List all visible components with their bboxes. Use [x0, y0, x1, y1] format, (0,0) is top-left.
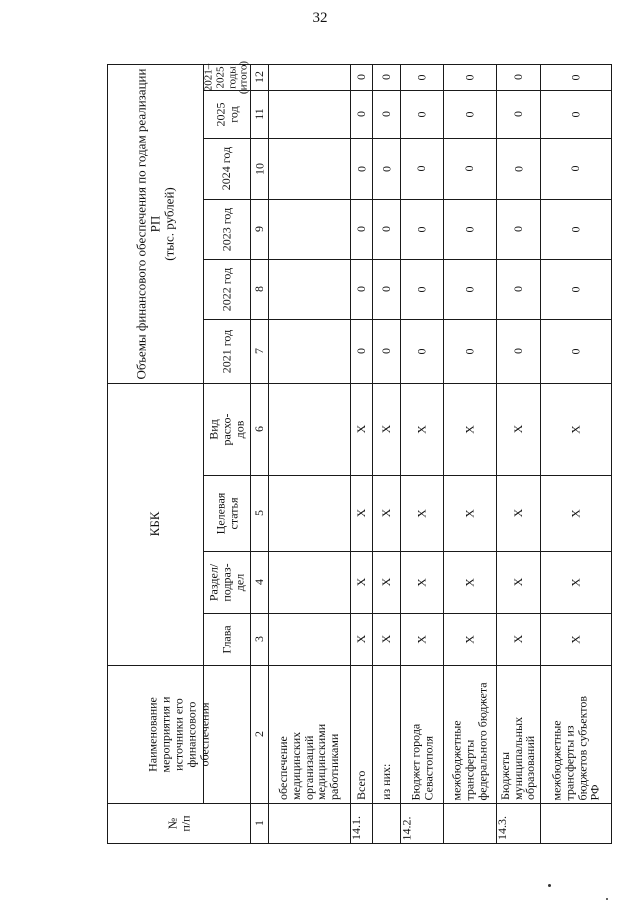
row-5-razdel	[496, 551, 540, 613]
row-6-vid-text: Х	[568, 424, 583, 434]
page-number: 32	[312, 10, 328, 26]
row-6-celevaya	[540, 475, 611, 551]
row-2-vid-text: Х	[378, 424, 393, 434]
row-6-vid	[540, 383, 611, 475]
row-1-value-4	[350, 138, 372, 199]
row-1-glava	[350, 613, 372, 665]
row-1-value-6	[350, 64, 372, 90]
column-number-10-text: 10	[251, 162, 266, 175]
row-3-value-2	[400, 259, 443, 319]
column-number-3	[250, 613, 268, 665]
header-vid	[203, 383, 250, 475]
row-6-value-1-text: 0	[568, 348, 583, 354]
header-2024	[203, 138, 250, 199]
row-1-razdel	[350, 551, 372, 613]
header-2022	[203, 259, 250, 319]
header-vid-text: Вид расхо- дов	[206, 412, 246, 446]
row-5-value-4	[496, 138, 540, 199]
row-0-name-text: обеспечение медицинских организаций медицинскими работниками	[275, 723, 342, 800]
row-0-value-4	[268, 138, 350, 199]
row-0-razdel	[268, 551, 350, 613]
row-5-value-3-text: 0	[510, 226, 525, 232]
row-4-vid	[443, 383, 496, 475]
row-1-value-5	[350, 90, 372, 138]
row-2-name-text: из них:	[378, 763, 393, 800]
row-6-celevaya-text: Х	[568, 508, 583, 518]
row-4-value-2-text: 0	[462, 286, 477, 292]
row-5-value-5-text: 0	[510, 111, 525, 117]
row-2-value-3-text: 0	[378, 226, 393, 232]
row-3-name-text: Бюджет города Севастополя	[407, 723, 435, 800]
row-5-value-6-text: 0	[510, 74, 525, 80]
row-5-glava	[496, 613, 540, 665]
row-1-value-1	[350, 319, 372, 383]
row-4-value-5	[443, 90, 496, 138]
column-number-3-text: 3	[251, 636, 266, 642]
row-3-glava	[400, 613, 443, 665]
row-5-value-3	[496, 199, 540, 259]
header-2021	[203, 319, 250, 383]
row-2-glava	[372, 613, 400, 665]
scan-speck	[548, 884, 551, 887]
row-4-value-1	[443, 319, 496, 383]
row-1-glava-text: Х	[353, 634, 368, 644]
header-2023-text: 2023 год	[219, 207, 234, 251]
row-1-num-text: 14.1.	[349, 816, 363, 840]
row-6-name	[540, 665, 611, 803]
row-6-value-6	[540, 64, 611, 90]
column-number-6-text: 6	[251, 426, 266, 432]
row-4-razdel-text: Х	[462, 577, 477, 587]
column-number-11	[250, 90, 268, 138]
row-3-value-1	[400, 319, 443, 383]
header-kbk	[107, 383, 203, 665]
scan-speck	[606, 898, 608, 900]
header-total-text: 2021– 2025 годы (итого)	[201, 60, 250, 94]
row-5-glava-text: Х	[510, 634, 525, 644]
row-3-num	[400, 803, 443, 843]
row-1-celevaya	[350, 475, 372, 551]
row-1-value-3	[350, 199, 372, 259]
row-4-value-2	[443, 259, 496, 319]
row-1-name-text: Всего	[353, 770, 368, 800]
column-number-4	[250, 551, 268, 613]
row-0-celevaya	[268, 475, 350, 551]
row-2-value-5-text: 0	[378, 111, 393, 117]
row-2-value-6	[372, 64, 400, 90]
header-razdel	[203, 551, 250, 613]
row-0-num	[268, 803, 350, 843]
row-0-value-1	[268, 319, 350, 383]
row-4-value-4	[443, 138, 496, 199]
row-4-value-3-text: 0	[462, 226, 477, 232]
row-4-celevaya-text: Х	[462, 508, 477, 518]
row-2-value-4-text: 0	[378, 165, 393, 172]
row-2-value-3	[372, 199, 400, 259]
row-1-value-1-text: 0	[353, 348, 368, 354]
row-0-value-6	[268, 64, 350, 90]
row-0-value-2	[268, 259, 350, 319]
row-2-value-4	[372, 138, 400, 199]
row-6-glava	[540, 613, 611, 665]
row-5-vid-text: Х	[510, 424, 525, 434]
row-6-value-2-text: 0	[568, 286, 583, 292]
row-0-name	[268, 665, 350, 803]
row-5-value-4-text: 0	[510, 165, 525, 172]
row-1-vid-text: Х	[353, 424, 368, 434]
row-5-value-2	[496, 259, 540, 319]
column-number-8-text: 8	[251, 286, 266, 292]
header-2022-text: 2022 год	[219, 267, 234, 311]
column-number-4-text: 4	[251, 579, 266, 585]
row-6-name-text: межбюджетные трансферты из бюджетов субъектов РФ	[548, 695, 602, 800]
row-2-value-6-text: 0	[378, 74, 393, 80]
row-3-name	[400, 665, 443, 803]
row-1-value-6-text: 0	[353, 74, 368, 80]
row-4-value-1-text: 0	[462, 348, 477, 354]
row-4-value-6	[443, 64, 496, 90]
row-2-value-5	[372, 90, 400, 138]
row-3-num-text: 14.2.	[399, 816, 413, 840]
row-4-vid-text: Х	[462, 424, 477, 434]
row-4-celevaya	[443, 475, 496, 551]
column-number-12-text: 12	[251, 71, 266, 83]
header-num-text: № п/п	[164, 814, 192, 832]
row-6-value-5	[540, 90, 611, 138]
row-2-razdel-text: Х	[378, 577, 393, 587]
row-3-razdel-text: Х	[414, 577, 429, 587]
row-1-value-4-text: 0	[353, 165, 368, 172]
row-0-value-3	[268, 199, 350, 259]
row-4-name	[443, 665, 496, 803]
row-1-razdel-text: Х	[353, 577, 368, 587]
row-3-vid-text: Х	[414, 424, 429, 434]
column-number-8	[250, 259, 268, 319]
row-1-vid	[350, 383, 372, 475]
row-4-glava-text: Х	[462, 634, 477, 644]
row-3-value-3-text: 0	[414, 226, 429, 232]
row-3-razdel	[400, 551, 443, 613]
row-5-name	[496, 665, 540, 803]
row-3-celevaya	[400, 475, 443, 551]
row-2-value-1-text: 0	[378, 348, 393, 354]
header-2023	[203, 199, 250, 259]
column-number-2-text: 2	[251, 731, 266, 737]
row-3-value-4-text: 0	[414, 165, 429, 172]
row-3-celevaya-text: Х	[414, 508, 429, 518]
row-3-value-6-text: 0	[414, 74, 429, 80]
row-2-razdel	[372, 551, 400, 613]
column-number-5	[250, 475, 268, 551]
row-5-num-text: 14.3.	[495, 816, 509, 840]
header-name-text: Наименование мероприятия и источники его финансового обеспечения	[145, 696, 211, 772]
header-kbk-text: КБК	[146, 511, 162, 537]
header-name	[107, 665, 250, 803]
column-number-9	[250, 199, 268, 259]
column-number-1-text: 1	[251, 820, 266, 826]
row-2-vid	[372, 383, 400, 475]
row-1-value-2	[350, 259, 372, 319]
row-5-value-5	[496, 90, 540, 138]
header-glava	[203, 613, 250, 665]
row-3-value-5	[400, 90, 443, 138]
row-3-vid	[400, 383, 443, 475]
row-6-glava-text: Х	[568, 634, 583, 644]
column-number-10	[250, 138, 268, 199]
column-number-11-text: 11	[251, 108, 266, 120]
row-5-num	[496, 803, 540, 843]
row-6-value-1	[540, 319, 611, 383]
header-2024-text: 2024 год	[219, 146, 234, 191]
row-5-razdel-text: Х	[510, 577, 525, 587]
row-6-value-4	[540, 138, 611, 199]
row-3-value-6	[400, 64, 443, 90]
row-3-value-3	[400, 199, 443, 259]
row-6-value-5-text: 0	[568, 111, 583, 117]
row-6-value-4-text: 0	[568, 165, 583, 172]
header-2025-text: 2025 год	[212, 102, 240, 126]
row-5-name-text: Бюджеты муниципальных образований	[497, 716, 538, 800]
row-2-value-2-text: 0	[378, 286, 393, 292]
row-5-celevaya-text: Х	[510, 508, 525, 518]
header-total	[201, 60, 250, 94]
row-0-vid	[268, 383, 350, 475]
row-1-value-2-text: 0	[353, 286, 368, 292]
header-razdel-text: Раздел/ подраз- дел	[206, 562, 246, 602]
row-5-value-1	[496, 319, 540, 383]
row-4-num	[443, 803, 496, 843]
row-5-celevaya	[496, 475, 540, 551]
row-4-value-3	[443, 199, 496, 259]
row-6-value-2	[540, 259, 611, 319]
row-4-razdel	[443, 551, 496, 613]
row-5-value-6	[496, 64, 540, 90]
header-celevaya	[203, 475, 250, 551]
row-4-value-6-text: 0	[462, 74, 477, 80]
header-volumes	[107, 64, 203, 383]
header-glava-text: Глава	[219, 624, 234, 654]
row-4-value-5-text: 0	[462, 111, 477, 117]
row-3-value-5-text: 0	[414, 111, 429, 117]
row-6-razdel-text: Х	[568, 577, 583, 587]
row-5-value-2-text: 0	[510, 286, 525, 292]
column-number-12	[250, 64, 268, 90]
row-0-value-5	[268, 90, 350, 138]
column-number-2	[250, 665, 268, 803]
row-2-glava-text: Х	[378, 634, 393, 644]
header-2025	[203, 90, 250, 138]
row-1-celevaya-text: Х	[353, 508, 368, 518]
row-6-num	[540, 803, 611, 843]
row-6-value-3-text: 0	[568, 226, 583, 232]
row-2-num	[372, 803, 400, 843]
header-num	[107, 803, 250, 843]
row-1-value-3-text: 0	[353, 226, 368, 232]
row-2-celevaya-text: Х	[378, 508, 393, 518]
column-number-9-text: 9	[251, 226, 266, 232]
row-1-num	[350, 803, 372, 843]
row-4-value-4-text: 0	[462, 165, 477, 172]
row-6-value-3	[540, 199, 611, 259]
header-2021-text: 2021 год	[219, 329, 234, 373]
column-number-7-text: 7	[251, 348, 266, 354]
row-5-value-1-text: 0	[510, 348, 525, 354]
row-1-name	[350, 665, 372, 803]
row-0-glava	[268, 613, 350, 665]
column-number-5-text: 5	[251, 510, 266, 516]
column-number-1	[250, 803, 268, 843]
row-1-value-5-text: 0	[353, 111, 368, 117]
row-3-glava-text: Х	[414, 634, 429, 644]
column-number-6	[250, 383, 268, 475]
row-2-celevaya	[372, 475, 400, 551]
row-6-razdel	[540, 551, 611, 613]
row-3-value-2-text: 0	[414, 286, 429, 292]
header-celevaya-text: Целевая статья	[212, 492, 240, 534]
row-2-name	[372, 665, 400, 803]
row-2-value-1	[372, 319, 400, 383]
row-5-vid	[496, 383, 540, 475]
column-number-7	[250, 319, 268, 383]
row-4-name-text: межбюджетные трансферты федерального бюджета	[449, 681, 489, 800]
row-3-value-1-text: 0	[414, 348, 429, 354]
header-volumes-text: Объемы финансового обеспечения по годам реализации РП (тыс. рублей)	[132, 68, 177, 379]
row-4-glava	[443, 613, 496, 665]
row-6-value-6-text: 0	[568, 74, 583, 80]
row-3-value-4	[400, 138, 443, 199]
row-2-value-2	[372, 259, 400, 319]
